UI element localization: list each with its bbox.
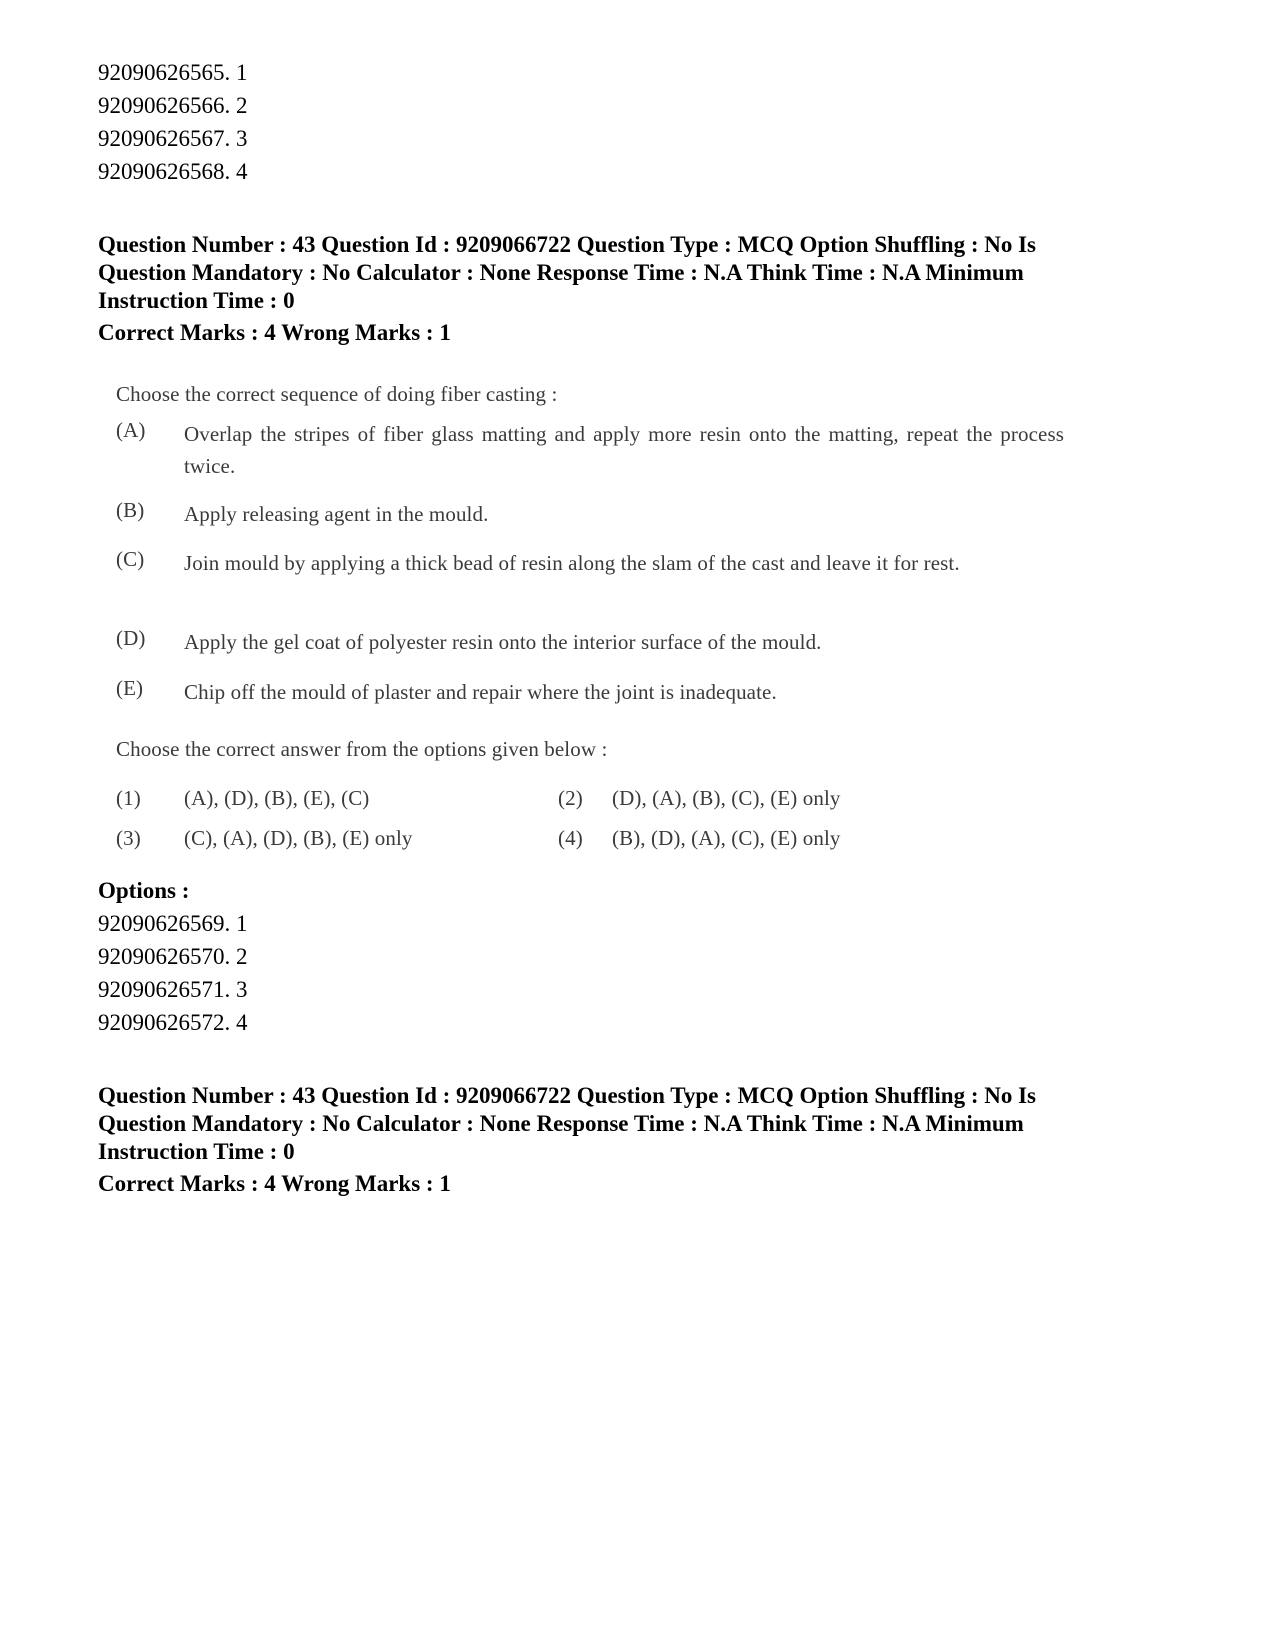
answer-choice — [116, 826, 413, 851]
choice-label: (4) — [558, 826, 583, 850]
item-text: Join mould by applying a thick bead of resin along the slam of the cast and leave it for rest. — [184, 551, 960, 575]
option-id-line: 92090626570. 2 — [98, 944, 248, 969]
item-text: Chip off the mould of plaster and repair where the joint is inadequate. — [184, 680, 777, 704]
question-stem: Choose the correct sequence of doing fiber casting : — [116, 382, 558, 406]
answer-prompt: Choose the correct answer from the options given below : — [116, 737, 608, 761]
options-heading: Options : — [98, 878, 190, 903]
question-meta — [98, 231, 1218, 315]
choice-text: (A), (D), (B), (E), (C) — [184, 786, 370, 810]
option-id-line: 92090626565. 1 — [98, 60, 248, 85]
question-image — [100, 376, 1080, 896]
item-label: (D) — [116, 626, 146, 650]
item-label: (E) — [116, 676, 144, 700]
item-label: (A) — [116, 418, 146, 442]
option-id-line: 92090626568. 4 — [98, 159, 248, 184]
marks-line: Correct Marks : 4 Wrong Marks : 1 — [98, 1171, 451, 1196]
question-meta — [98, 1082, 1218, 1166]
item-label: (C) — [116, 547, 145, 571]
answer-choice — [558, 786, 841, 811]
answer-choice — [558, 826, 841, 851]
choice-text: (C), (A), (D), (B), (E) only — [184, 826, 413, 850]
choice-label: (1) — [116, 786, 141, 810]
choice-text: (D), (A), (B), (C), (E) only — [612, 786, 841, 810]
question-meta-line: Question Mandatory : No Calculator : None Response Time : N.A Think Time : N.A Minimum — [98, 260, 1024, 285]
option-id-line: 92090626569. 1 — [98, 911, 248, 936]
question-meta-line: Question Mandatory : No Calculator : None Response Time : N.A Think Time : N.A Minimum — [98, 1111, 1024, 1136]
choice-label: (2) — [558, 786, 583, 810]
question-meta-line: Question Number : 43 Question Id : 9209066722 Question Type : MCQ Option Shuffling : No Is — [98, 1083, 1037, 1108]
choice-label: (3) — [116, 826, 141, 850]
marks-line: Correct Marks : 4 Wrong Marks : 1 — [98, 320, 451, 345]
question-meta-line: Question Number : 43 Question Id : 9209066722 Question Type : MCQ Option Shuffling : No Is — [98, 232, 1037, 257]
option-id-line: 92090626571. 3 — [98, 977, 248, 1002]
question-meta-line: Instruction Time : 0 — [98, 1139, 295, 1164]
option-id-line: 92090626567. 3 — [98, 126, 248, 151]
item-text: Apply the gel coat of polyester resin onto the interior surface of the mould. — [184, 630, 822, 654]
option-id-line: 92090626572. 4 — [98, 1010, 248, 1035]
choice-text: (B), (D), (A), (C), (E) only — [612, 826, 841, 850]
item-text: Apply releasing agent in the mould. — [184, 502, 489, 526]
question-meta-line: Instruction Time : 0 — [98, 288, 295, 313]
option-id-line: 92090626566. 2 — [98, 93, 248, 118]
item-label: (B) — [116, 498, 145, 522]
item-text: Overlap the stripes of fiber glass matting and apply more resin onto the matting, repeat the process twice. — [184, 422, 1064, 478]
answer-choice — [116, 786, 369, 811]
